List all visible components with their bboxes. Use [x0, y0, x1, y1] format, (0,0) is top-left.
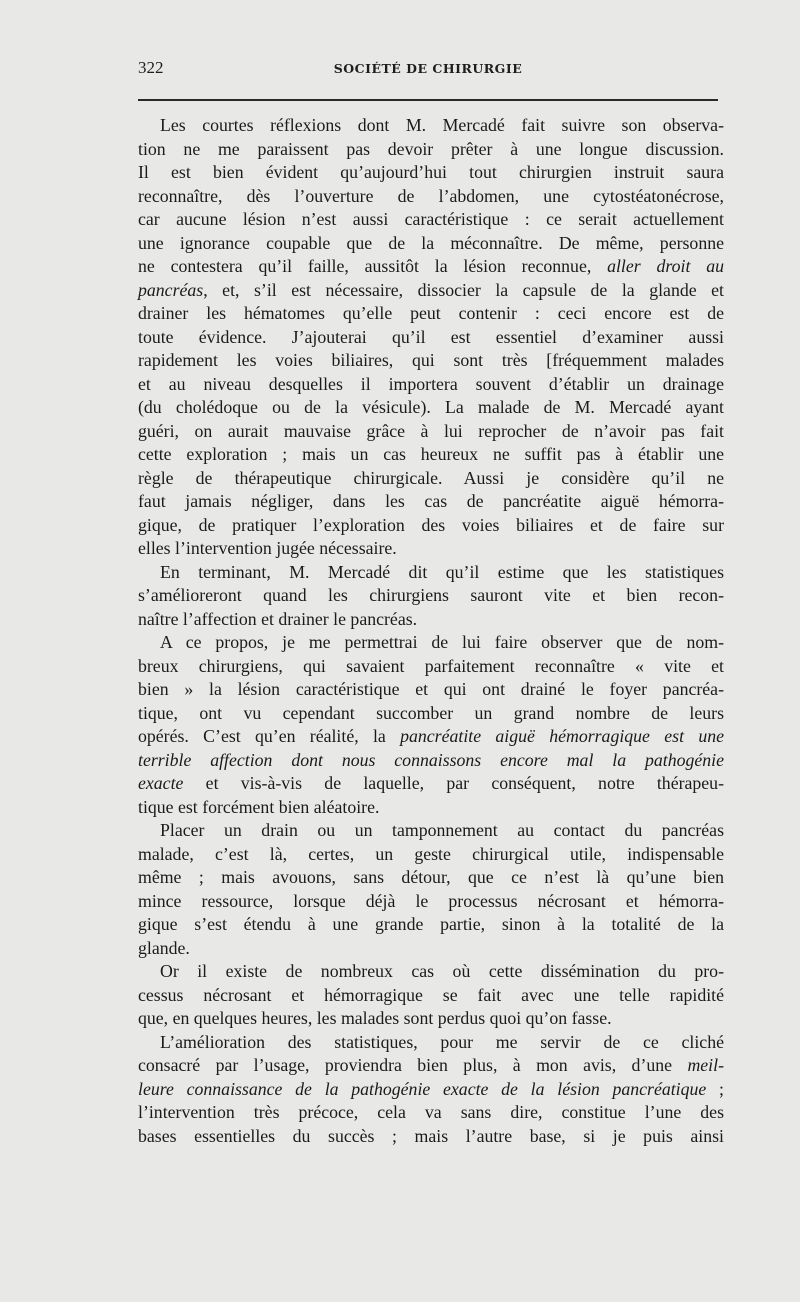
- italic-text: leure connaissance de la pathogénie exacte de la lésion pancréatique: [138, 1078, 707, 1099]
- header-rule: [138, 99, 718, 101]
- text-segment: Les courtes réflexions dont M. Mercadé fait suivre son observa-: [160, 115, 724, 135]
- text-segment: L’amélioration des statistiques, pour me servir de ce cliché: [160, 1031, 724, 1052]
- text-line: [138, 349, 724, 373]
- text-segment: toute évidence. J’ajouterai qu’il est essentiel d’examiner aussi: [138, 326, 724, 347]
- text-line: [138, 420, 724, 444]
- text-line: [138, 866, 724, 890]
- text-line: [138, 772, 724, 796]
- page-header: [138, 58, 718, 88]
- text-line: [138, 608, 724, 632]
- text-segment: bien » la lésion caractéristique et qui ont drainé le foyer pancréa-: [138, 679, 724, 699]
- text-line: [138, 373, 724, 397]
- text-line: [138, 514, 724, 538]
- text-segment: (du cholédoque ou de la vésicule). La malade de M. Mercadé ayant: [138, 397, 724, 417]
- text-segment: drainer les hématomes qu’elle peut contenir : ceci encore est de: [138, 303, 724, 323]
- text-line: [138, 960, 724, 984]
- text-segment: Il est bien évident qu’aujourd’hui tout chirurgien instruit saura: [138, 162, 724, 182]
- text-line: [138, 1007, 724, 1031]
- italic-text: exacte: [138, 773, 184, 793]
- italic-text: pancréatite aiguë hémorragique est une: [400, 726, 724, 746]
- text-segment: cette exploration ; mais un cas heureux ne suffit pas à établir une: [138, 444, 724, 464]
- text-segment: tion ne me paraissent pas devoir prêter à une longue discussion.: [138, 138, 724, 159]
- text-line: [138, 890, 724, 914]
- text-line: [138, 161, 724, 185]
- text-segment: bases essentielles du succès ; mais l’autre base, si je puis ainsi: [138, 1125, 724, 1146]
- text-segment: et au niveau desquelles il importera souvent d’établir un drainage: [138, 373, 724, 394]
- text-segment: tique, ont vu cependant succomber un grand nombre de leurs: [138, 702, 724, 723]
- text-segment: A ce propos, je me permettrai de lui faire observer que de nom-: [160, 632, 724, 652]
- text-segment: malade, c’est là, certes, un geste chirurgical utile, indispensable: [138, 843, 724, 864]
- text-line: [138, 584, 724, 608]
- text-line: [138, 678, 724, 702]
- text-line: [138, 1054, 724, 1078]
- text-segment: même ; mais avouons, sans détour, que ce n’est là qu’une bien: [138, 867, 724, 887]
- text-segment: glande.: [138, 937, 190, 958]
- text-line: [138, 655, 724, 679]
- text-segment: ;: [706, 1078, 724, 1099]
- text-line: [138, 279, 724, 303]
- text-line: [138, 913, 724, 937]
- text-line: [138, 1031, 724, 1055]
- text-segment: gique, de pratiquer l’exploration des voies biliaires et de faire sur: [138, 514, 724, 535]
- text-segment: cessus nécrosant et hémorragique se fait avec une telle rapidité: [138, 984, 724, 1005]
- text-line: [138, 984, 724, 1008]
- text-line: [138, 537, 724, 561]
- text-line: [138, 396, 724, 420]
- text-line: [138, 232, 724, 256]
- text-line: [138, 443, 724, 467]
- text-segment: l’intervention très précoce, cela va sans dire, constitue l’une des: [138, 1102, 724, 1122]
- text-line: [138, 138, 724, 162]
- body-text: [138, 114, 724, 1148]
- text-segment: règle de thérapeutique chirurgicale. Aussi je considère qu’il ne: [138, 467, 724, 488]
- text-segment: Or il existe de nombreux cas où cette dissémination du pro-: [160, 961, 724, 981]
- text-line: [138, 937, 724, 961]
- italic-text: aller droit au: [607, 256, 724, 276]
- text-segment: elles l’intervention jugée nécessaire.: [138, 538, 397, 558]
- page-number: 322: [138, 58, 164, 77]
- text-segment: opérés. C’est qu’en réalité, la: [138, 726, 401, 746]
- text-line: [138, 843, 724, 867]
- text-segment: rapidement les voies biliaires, qui sont très [fréquemment malades: [138, 350, 724, 370]
- text-line: [138, 1078, 724, 1102]
- text-segment: Placer un drain ou un tamponnement au contact du pancréas: [160, 820, 724, 840]
- text-line: [138, 749, 724, 773]
- italic-text: pancréas: [138, 279, 204, 300]
- italic-text: meil-: [687, 1055, 724, 1075]
- text-segment: mince ressource, lorsque déjà le processus nécrosant et hémorra-: [138, 890, 724, 911]
- text-line: [138, 702, 724, 726]
- text-line: [138, 208, 724, 232]
- text-line: [138, 796, 724, 820]
- text-segment: En terminant, M. Mercadé dit qu’il estime que les statistiques: [160, 561, 724, 582]
- text-line: [138, 467, 724, 491]
- text-line: [138, 725, 724, 749]
- text-segment: faut jamais négliger, dans les cas de pancréatite aiguë hémorra-: [138, 491, 724, 511]
- text-segment: que, en quelques heures, les malades sont perdus quoi qu’on fasse.: [138, 1008, 612, 1028]
- text-line: [138, 631, 724, 655]
- text-line: [138, 561, 724, 585]
- text-line: [138, 490, 724, 514]
- running-head: SOCIÉTÉ DE CHIRURGIE: [333, 61, 523, 76]
- text-line: [138, 185, 724, 209]
- text-line: [138, 302, 724, 326]
- italic-text: terrible affection dont nous connaissons encore mal la pathogénie: [138, 749, 724, 770]
- text-segment: reconnaître, dès l’ouverture de l’abdomen, une cytostéatonécrose,: [138, 185, 724, 206]
- text-line: [138, 326, 724, 350]
- text-segment: naître l’affection et drainer le pancréas.: [138, 608, 418, 629]
- text-segment: ne contestera qu’il faille, aussitôt la lésion reconnue,: [138, 256, 608, 276]
- text-line: [138, 1101, 724, 1125]
- text-segment: consacré par l’usage, proviendra bien plus, à mon avis, d’une: [138, 1055, 688, 1075]
- text-line: [138, 255, 724, 279]
- text-segment: s’amélioreront quand les chirurgiens sauront vite et bien recon-: [138, 585, 724, 605]
- text-line: [138, 114, 724, 138]
- text-line: [138, 1125, 724, 1149]
- text-segment: et vis-à-vis de laquelle, par conséquent, notre thérapeu-: [183, 773, 724, 793]
- text-line: [138, 819, 724, 843]
- text-segment: car aucune lésion n’est aussi caractéristique : ce serait actuellement: [138, 209, 724, 229]
- text-segment: breux chirurgiens, qui savaient parfaitement reconnaître « vite et: [138, 655, 724, 676]
- text-segment: tique est forcément bien aléatoire.: [138, 796, 380, 817]
- text-segment: guéri, on aurait mauvaise grâce à lui reprocher de n’avoir pas fait: [138, 420, 724, 441]
- text-segment: , et, s’il est nécessaire, dissocier la capsule de la glande et: [203, 279, 724, 300]
- text-segment: gique s’est étendu à une grande partie, sinon à la totalité de la: [138, 914, 724, 934]
- text-segment: une ignorance coupable que de la méconnaître. De même, personne: [138, 232, 724, 253]
